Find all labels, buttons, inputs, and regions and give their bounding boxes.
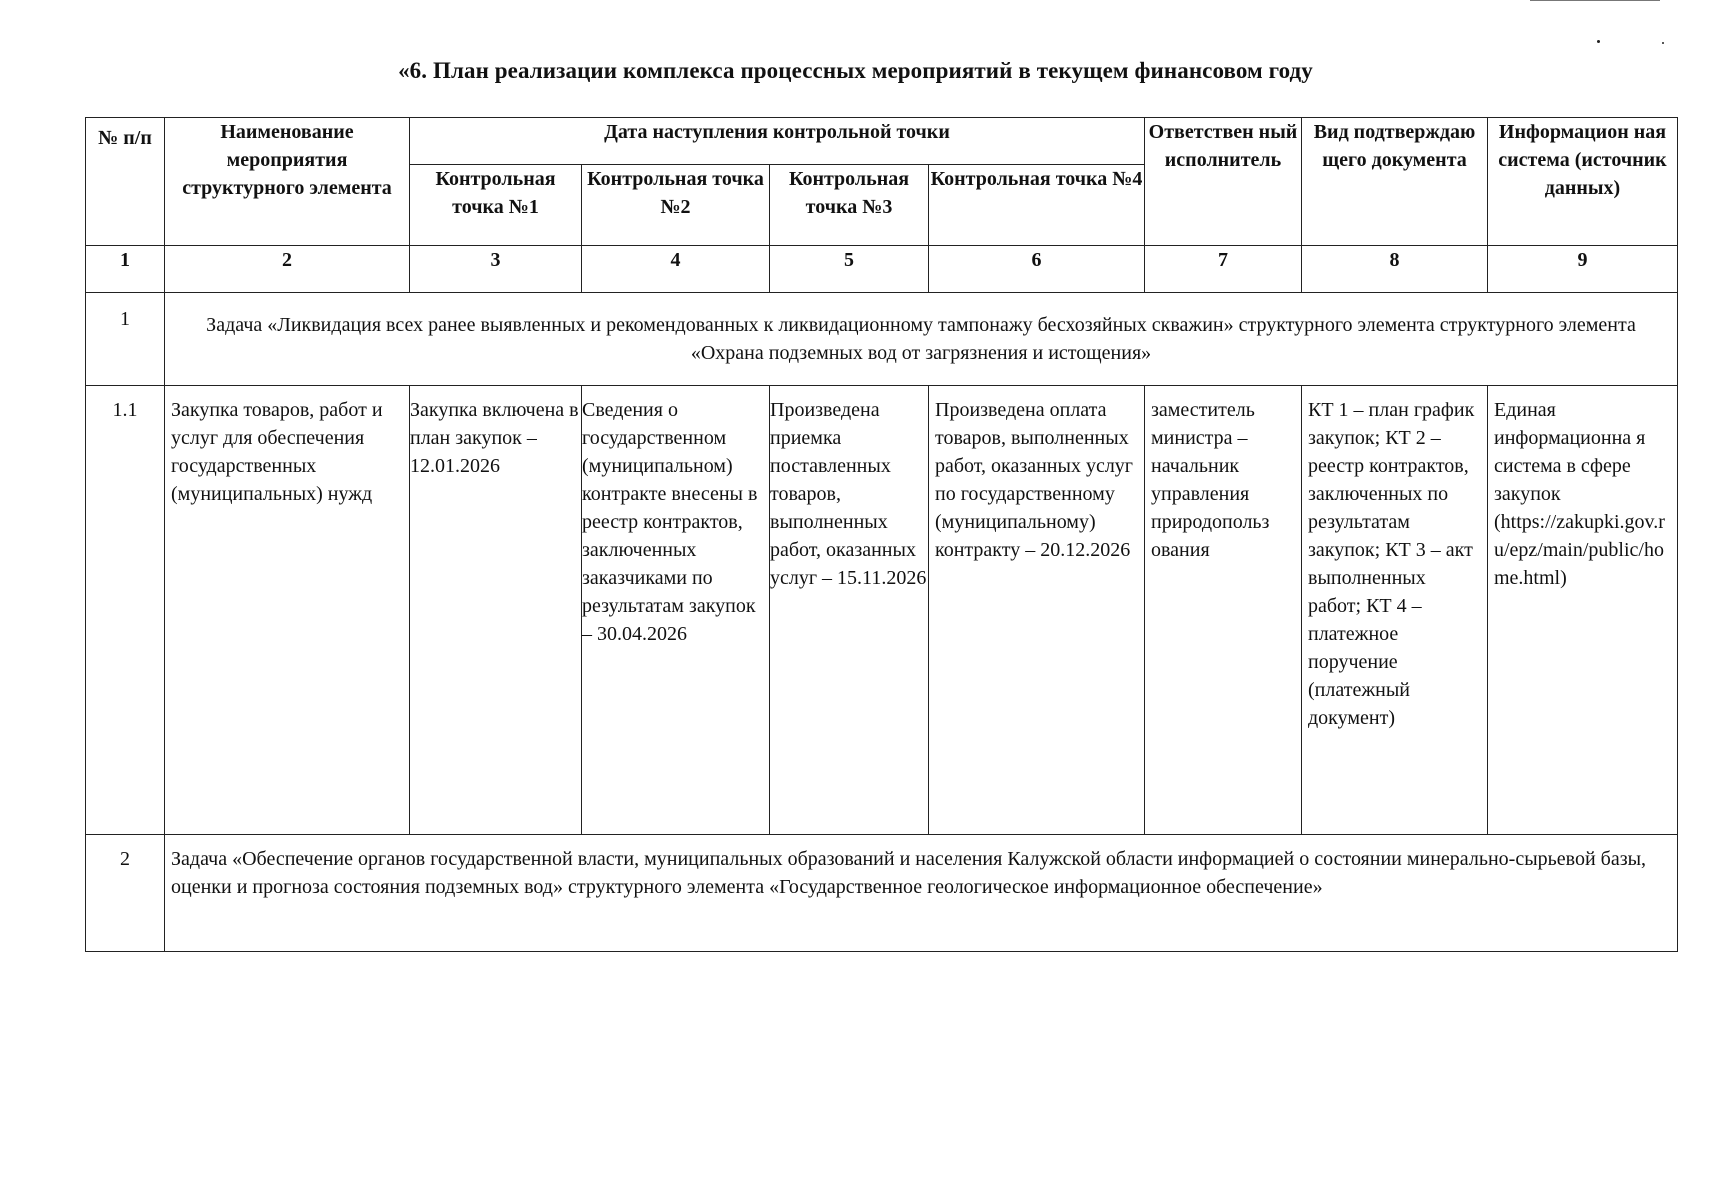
measure-name: Закупка товаров, работ и услуг для обеспечения государственных (муниципальных) нужд: [165, 386, 410, 835]
header-document: Вид подтверждаю щего документа: [1302, 118, 1488, 246]
responsible-executor: заместитель министра – начальник управления природопольз ования: [1145, 386, 1302, 835]
column-number: 9: [1488, 246, 1678, 293]
header-system: Информацион ная система (источник данных): [1488, 118, 1678, 246]
task-description: Задача «Обеспечение органов государственной власти, муниципальных образований и населения Калужской области информацией о состоянии минерально-сырьевой базы, оценки и прогноза состояния подземных вод» структурного элемента «Государственное геологическое информационное обеспечение»: [165, 835, 1678, 952]
control-point-1: Закупка включена в план закупок – 12.01.2026: [410, 386, 582, 835]
scan-edge-line: [1530, 0, 1660, 1]
header-responsible: Ответствен ный исполнитель: [1145, 118, 1302, 246]
scan-speck: [1597, 40, 1600, 43]
task-row: [86, 835, 1678, 952]
column-number: 6: [929, 246, 1145, 293]
scan-speck: [1662, 42, 1664, 44]
plan-table: [85, 117, 1678, 952]
information-system: Единая информационна я система в сфере закупок (https://zakupki.gov.ru/epz/main/public/home.html): [1488, 386, 1678, 835]
column-number-row: [86, 246, 1678, 293]
column-number: 2: [165, 246, 410, 293]
column-number: 7: [1145, 246, 1302, 293]
column-number: 5: [770, 246, 929, 293]
column-number: 4: [582, 246, 770, 293]
header-date-group: Дата наступления контрольной точки: [410, 118, 1145, 165]
control-point-2: Сведения о государственном (муниципальном) контракте внесены в реестр контрактов, заключенных заказчиками по результатам закупок – 30.04.2026: [582, 386, 770, 835]
measure-row: [86, 386, 1678, 835]
measure-number: 1.1: [86, 386, 165, 835]
header-num: № п/п: [86, 118, 165, 246]
header-kt3: Контрольная точка №3: [770, 165, 929, 246]
task-row: [86, 293, 1678, 386]
control-point-4: Произведена оплата товаров, выполненных работ, оказанных услуг по государственному (муниципальному) контракту – 20.12.2026: [929, 386, 1145, 835]
task-description: Задача «Ликвидация всех ранее выявленных и рекомендованных к ликвидационному тампонажу бесхозяйных скважин» структурного элемента структурного элемента «Охрана подземных вод от загрязнения и истощения»: [165, 293, 1678, 386]
header-row-top: [86, 118, 1678, 165]
header-kt1: Контрольная точка №1: [410, 165, 582, 246]
task-number: 1: [86, 293, 165, 386]
header-name: Наименование мероприятия структурного элемента: [165, 118, 410, 246]
control-point-3: Произведена приемка поставленных товаров, выполненных работ, оказанных услуг – 15.11.2026: [770, 386, 929, 835]
column-number: 8: [1302, 246, 1488, 293]
page-title: «6. План реализации комплекса процессных мероприятий в текущем финансовом году: [398, 58, 1313, 83]
task-number: 2: [86, 835, 165, 952]
column-number: 3: [410, 246, 582, 293]
column-number: 1: [86, 246, 165, 293]
confirming-document: КТ 1 – план график закупок; КТ 2 – реестр контрактов, заключенных по результатам закупок; КТ 3 – акт выполненных работ; КТ 4 – платежное поручение (платежный документ): [1302, 386, 1488, 835]
header-kt4: Контрольная точка №4: [929, 165, 1145, 246]
header-kt2: Контрольная точка №2: [582, 165, 770, 246]
